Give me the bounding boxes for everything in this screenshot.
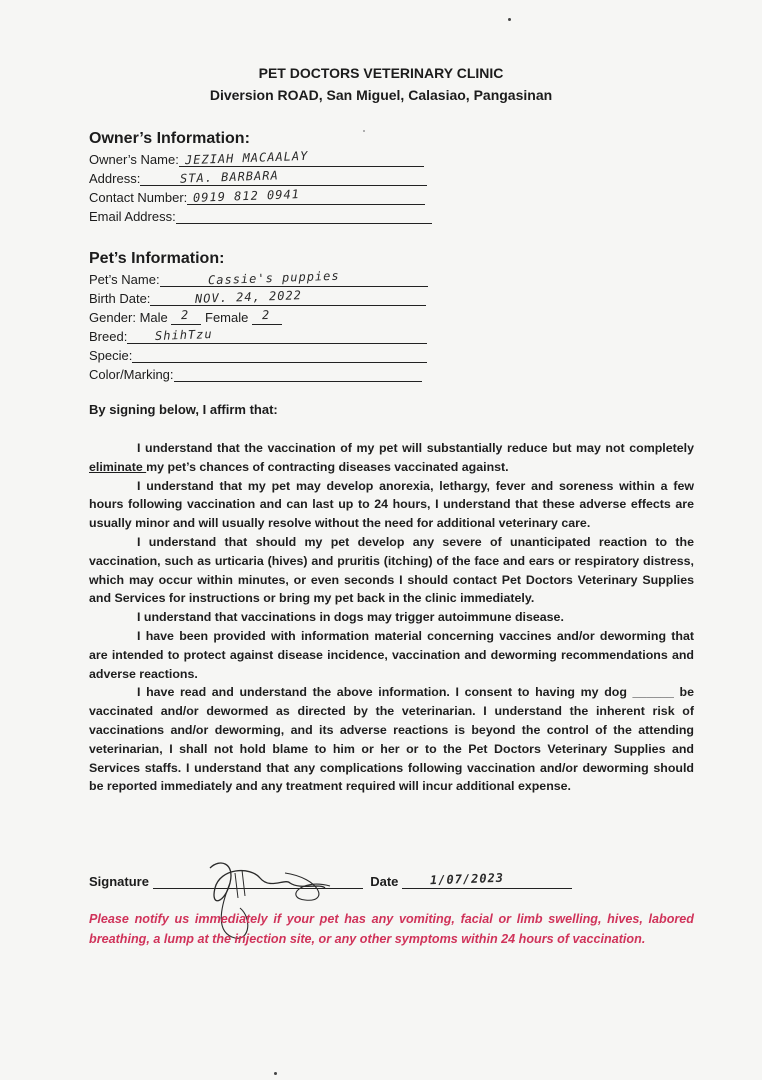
breed-value: ShihTzu <box>155 326 214 344</box>
owner-name-field[interactable] <box>179 150 424 167</box>
contact-value: 0919 812 0941 <box>193 187 301 205</box>
paragraph-5: I have been provided with information material concerning vaccines and/or deworming that are intended to protect against disease incidence, vaccination and deworming recommendations and adverse reactions. <box>89 628 694 681</box>
scan-speck <box>508 18 511 21</box>
paragraph-1-underlined: eliminate <box>89 459 147 474</box>
male-count-field[interactable] <box>171 308 201 325</box>
pet-section-title: Pet’s Information: <box>89 250 225 267</box>
specie-label: Specie: <box>89 348 133 363</box>
color-label: Color/Marking: <box>89 367 174 382</box>
breed-label: Breed: <box>89 329 128 344</box>
owner-name-value: JEZIAH MACAALAY <box>184 148 309 168</box>
email-field[interactable] <box>176 207 432 224</box>
male-count-value: 2 <box>181 307 190 323</box>
birth-date-row <box>89 289 426 307</box>
female-count-value: 2 <box>261 307 271 323</box>
birth-date-value: NOV. 24, 2022 <box>195 288 303 306</box>
pet-name-field[interactable] <box>160 270 428 287</box>
notice-text: Please notify us immediately if your pet has any vomiting, facial or limb swelling, hives, labored breathing, a lump at the injection site, or any other symptoms within 24 hours of vaccination. <box>89 912 694 946</box>
color-field[interactable] <box>174 365 422 382</box>
email-label: Email Address: <box>89 209 176 224</box>
specie-field[interactable] <box>132 346 427 363</box>
color-row <box>89 365 422 383</box>
paragraph-4: I understand that vaccinations in dogs may trigger autoimmune disease. <box>137 610 564 625</box>
owner-address-field[interactable] <box>140 169 427 186</box>
paragraph-3: I understand that should my pet develop any severe of unanticipated reaction to the vaccination, such as urticaria (hives) and pruritis (itching) of the face and ears or respiratory distress, which may occur within minutes, or even seconds I should contact Pet Doctors Veterinary Supplies and Services for instructions or bring my pet back in the clinic immediately. <box>89 534 694 606</box>
owner-address-row <box>89 169 427 187</box>
affirm-heading: By signing below, I affirm that: <box>89 402 278 417</box>
date-value: 1/07/2023 <box>429 870 505 888</box>
owner-address-value: STA. BARBARA <box>180 168 280 186</box>
date-field[interactable] <box>402 872 572 889</box>
contact-field[interactable] <box>187 188 425 205</box>
breed-field[interactable] <box>127 327 427 344</box>
gender-row <box>89 308 282 326</box>
pet-name-label: Pet’s Name: <box>89 272 160 287</box>
paragraph-2: I understand that my pet may develop anorexia, lethargy, fever and soreness within a few hours following vaccination and can last up to 24 hours, I understand that these adverse effects are usually minor and will usually resolve without the need for additional veterinary care. <box>89 478 694 531</box>
paragraph-1-a: I understand that the vaccination of my pet will substantially reduce but may not completely <box>137 441 694 455</box>
female-count-field[interactable] <box>252 308 282 325</box>
signature-label: Signature <box>89 874 149 889</box>
birth-date-field[interactable] <box>150 289 426 306</box>
pet-name-value: Cassie's puppies <box>207 268 340 288</box>
paragraph-6: I have read and understand the above information. I consent to having my dog ______ be vaccinated and/or dewormed as directed by the veterinarian. I understand the inherent risk of vaccinations and/or deworming, and its adverse reactions is beyond the control of the attending veterinarian, I shall not hold blame to him or her or to the Pet Doctors Veterinary Supplies and Services staffs. I understand that any complications following vaccination and/or deworming should be reported immediately and any treatment required will incur additional expense. <box>89 685 694 794</box>
pet-name-row <box>89 270 428 288</box>
scan-speck <box>363 130 365 132</box>
gender-male-label: Gender: Male <box>89 310 168 325</box>
paragraph-1 <box>89 439 694 477</box>
owner-contact-row <box>89 188 425 206</box>
owner-address-label: Address: <box>89 171 141 186</box>
scan-speck <box>274 1072 277 1075</box>
contact-label: Contact Number: <box>89 190 188 205</box>
owner-email-row <box>89 207 432 225</box>
paragraph-1-b: my pet’s chances of contracting diseases vaccinated against. <box>146 459 509 474</box>
clinic-name: PET DOCTORS VETERINARY CLINIC <box>258 65 504 81</box>
breed-row <box>89 327 427 345</box>
owner-section-title: Owner’s Information: <box>89 130 250 147</box>
date-label: Date <box>370 874 399 889</box>
owner-name-row <box>89 150 424 168</box>
consent-text <box>89 439 694 796</box>
specie-row <box>89 346 427 364</box>
owner-name-label: Owner’s Name: <box>89 152 179 167</box>
gender-female-label: Female <box>205 310 249 325</box>
birth-date-label: Birth Date: <box>89 291 151 306</box>
clinic-address: Diversion ROAD, San Miguel, Calasiao, Pangasinan <box>209 87 553 103</box>
